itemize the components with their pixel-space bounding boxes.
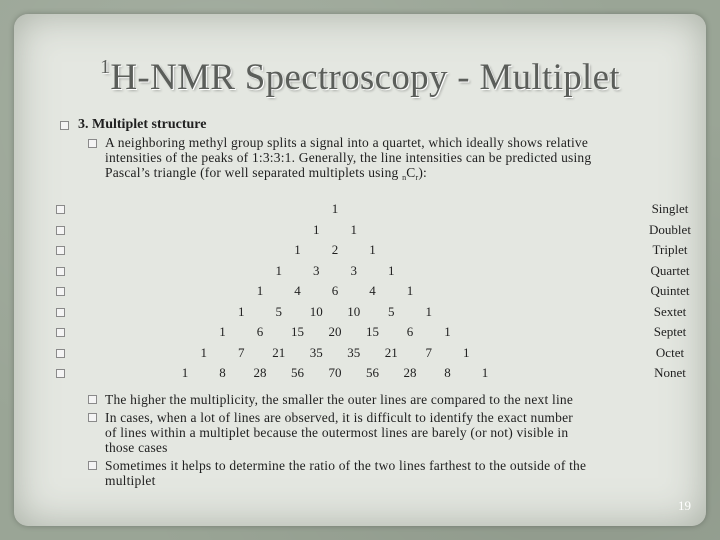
pascal-value: 35 [309,344,323,360]
pascal-value: 21 [272,344,286,360]
combination-symbol: C [406,165,416,180]
pascal-value: 10 [347,303,361,319]
subscript-n: n [402,173,407,182]
pascal-value: 10 [309,303,323,319]
paragraph-line: intensities of the peaks of 1:3:3:1. Generally, the line intensities can be predicted using [105,150,592,165]
page-number: 19 [678,498,691,513]
note-line: those cases [105,440,168,455]
pascal-value: 70 [328,365,342,380]
note-line: multiplet [105,473,156,488]
note-line: Sometimes it helps to determine the ratio of the two lines farthest to the outside of the [105,458,587,473]
paragraph-line: A neighboring methyl group splits a signal into a quartet, which ideally shows relative [105,135,589,150]
pascal-value: 56 [291,365,304,380]
bullet-icon [56,246,65,255]
pascal-value: 8 [444,365,451,380]
bullet-icon [88,395,97,404]
pascal-value: 1 [238,303,245,319]
note-line: of lines within a multiplet because the outermost lines are barely (or not) visible in [105,425,569,440]
intro-paragraph [105,135,685,185]
pascal-value: 2 [331,242,339,257]
pascal-value: 28 [403,365,417,380]
multiplet-name: Singlet [651,201,689,216]
slide-title [0,56,720,99]
pascal-value: 1 [294,242,301,257]
title-text: H-NMR Spectroscopy - Multiplet [110,57,620,98]
pascal-value: 5 [388,303,395,319]
pascal-value: 35 [347,344,361,360]
pascal-value: 6 [331,283,339,298]
bullet-icon [56,369,65,378]
pascal-value: 5 [275,303,282,319]
pascal-value: 1 [219,324,226,339]
pascal-value: 1 [275,262,282,278]
bullet-icon [56,226,65,235]
section-heading: 3. Multiplet structure [78,117,207,132]
bullet-icon [88,461,97,470]
pascal-value: 1 [369,242,376,257]
paragraph-end: ): [418,165,428,180]
pascal-value: 1 [256,283,264,298]
pascal-value: 1 [463,344,470,360]
pascal-value: 20 [328,324,342,339]
paragraph-line-text: Pascal’s triangle (for well separated multiplets using [105,165,403,180]
pascal-value: 6 [256,324,264,339]
note-line: The higher the multiplicity, the smaller the outer lines are compared to the next line [105,392,574,407]
subscript-r: r [415,173,419,182]
multiplet-name: Nonet [654,365,686,380]
bullet-icon [60,121,69,130]
pascal-value: 15 [291,324,304,339]
multiplet-name: Doublet [649,221,691,237]
pascal-value: 3 [313,262,320,278]
pascal-value: 1 [200,344,207,360]
pascal-value: 6 [406,324,414,339]
pascal-value: 21 [384,344,398,360]
pascal-value: 1 [181,365,189,380]
bullet-icon [56,267,65,276]
pascal-value: 3 [350,262,357,278]
pascal-value: 1 [313,221,320,237]
pascal-value: 1 [481,365,489,380]
pascal-value: 56 [366,365,379,380]
bullet-icon [88,413,97,422]
pascal-value: 28 [253,365,267,380]
bullet-icon [56,308,65,317]
bullet-icon [56,287,65,296]
pascal-value: 8 [219,365,226,380]
multiplet-name: Septet [653,324,687,339]
multiplet-name: Quartet [650,262,690,278]
pascal-value: 7 [238,344,245,360]
bullet-icon [56,328,65,337]
paragraph-line [105,165,685,185]
multiplet-name: Quintet [650,283,690,298]
pascal-value: 15 [366,324,379,339]
pascal-value: 1 [331,201,339,216]
pascal-value: 4 [369,283,376,298]
bullet-icon [56,349,65,358]
pascal-value: 1 [388,262,395,278]
title-superscript: 1 [100,56,111,78]
bullet-icon [88,139,97,148]
multiplet-name: Octet [655,344,685,360]
pascal-value: 4 [294,283,301,298]
note-line: In cases, when a lot of lines are observed, it is difficult to identify the exact number [105,410,573,425]
pascal-value: 1 [350,221,357,237]
multiplet-name: Sextet [653,303,687,319]
pascal-value: 1 [444,324,451,339]
bullet-icon [56,205,65,214]
multiplet-name: Triplet [652,242,688,257]
pascal-value: 1 [425,303,432,319]
pascal-value: 7 [425,344,432,360]
pascal-value: 1 [406,283,414,298]
